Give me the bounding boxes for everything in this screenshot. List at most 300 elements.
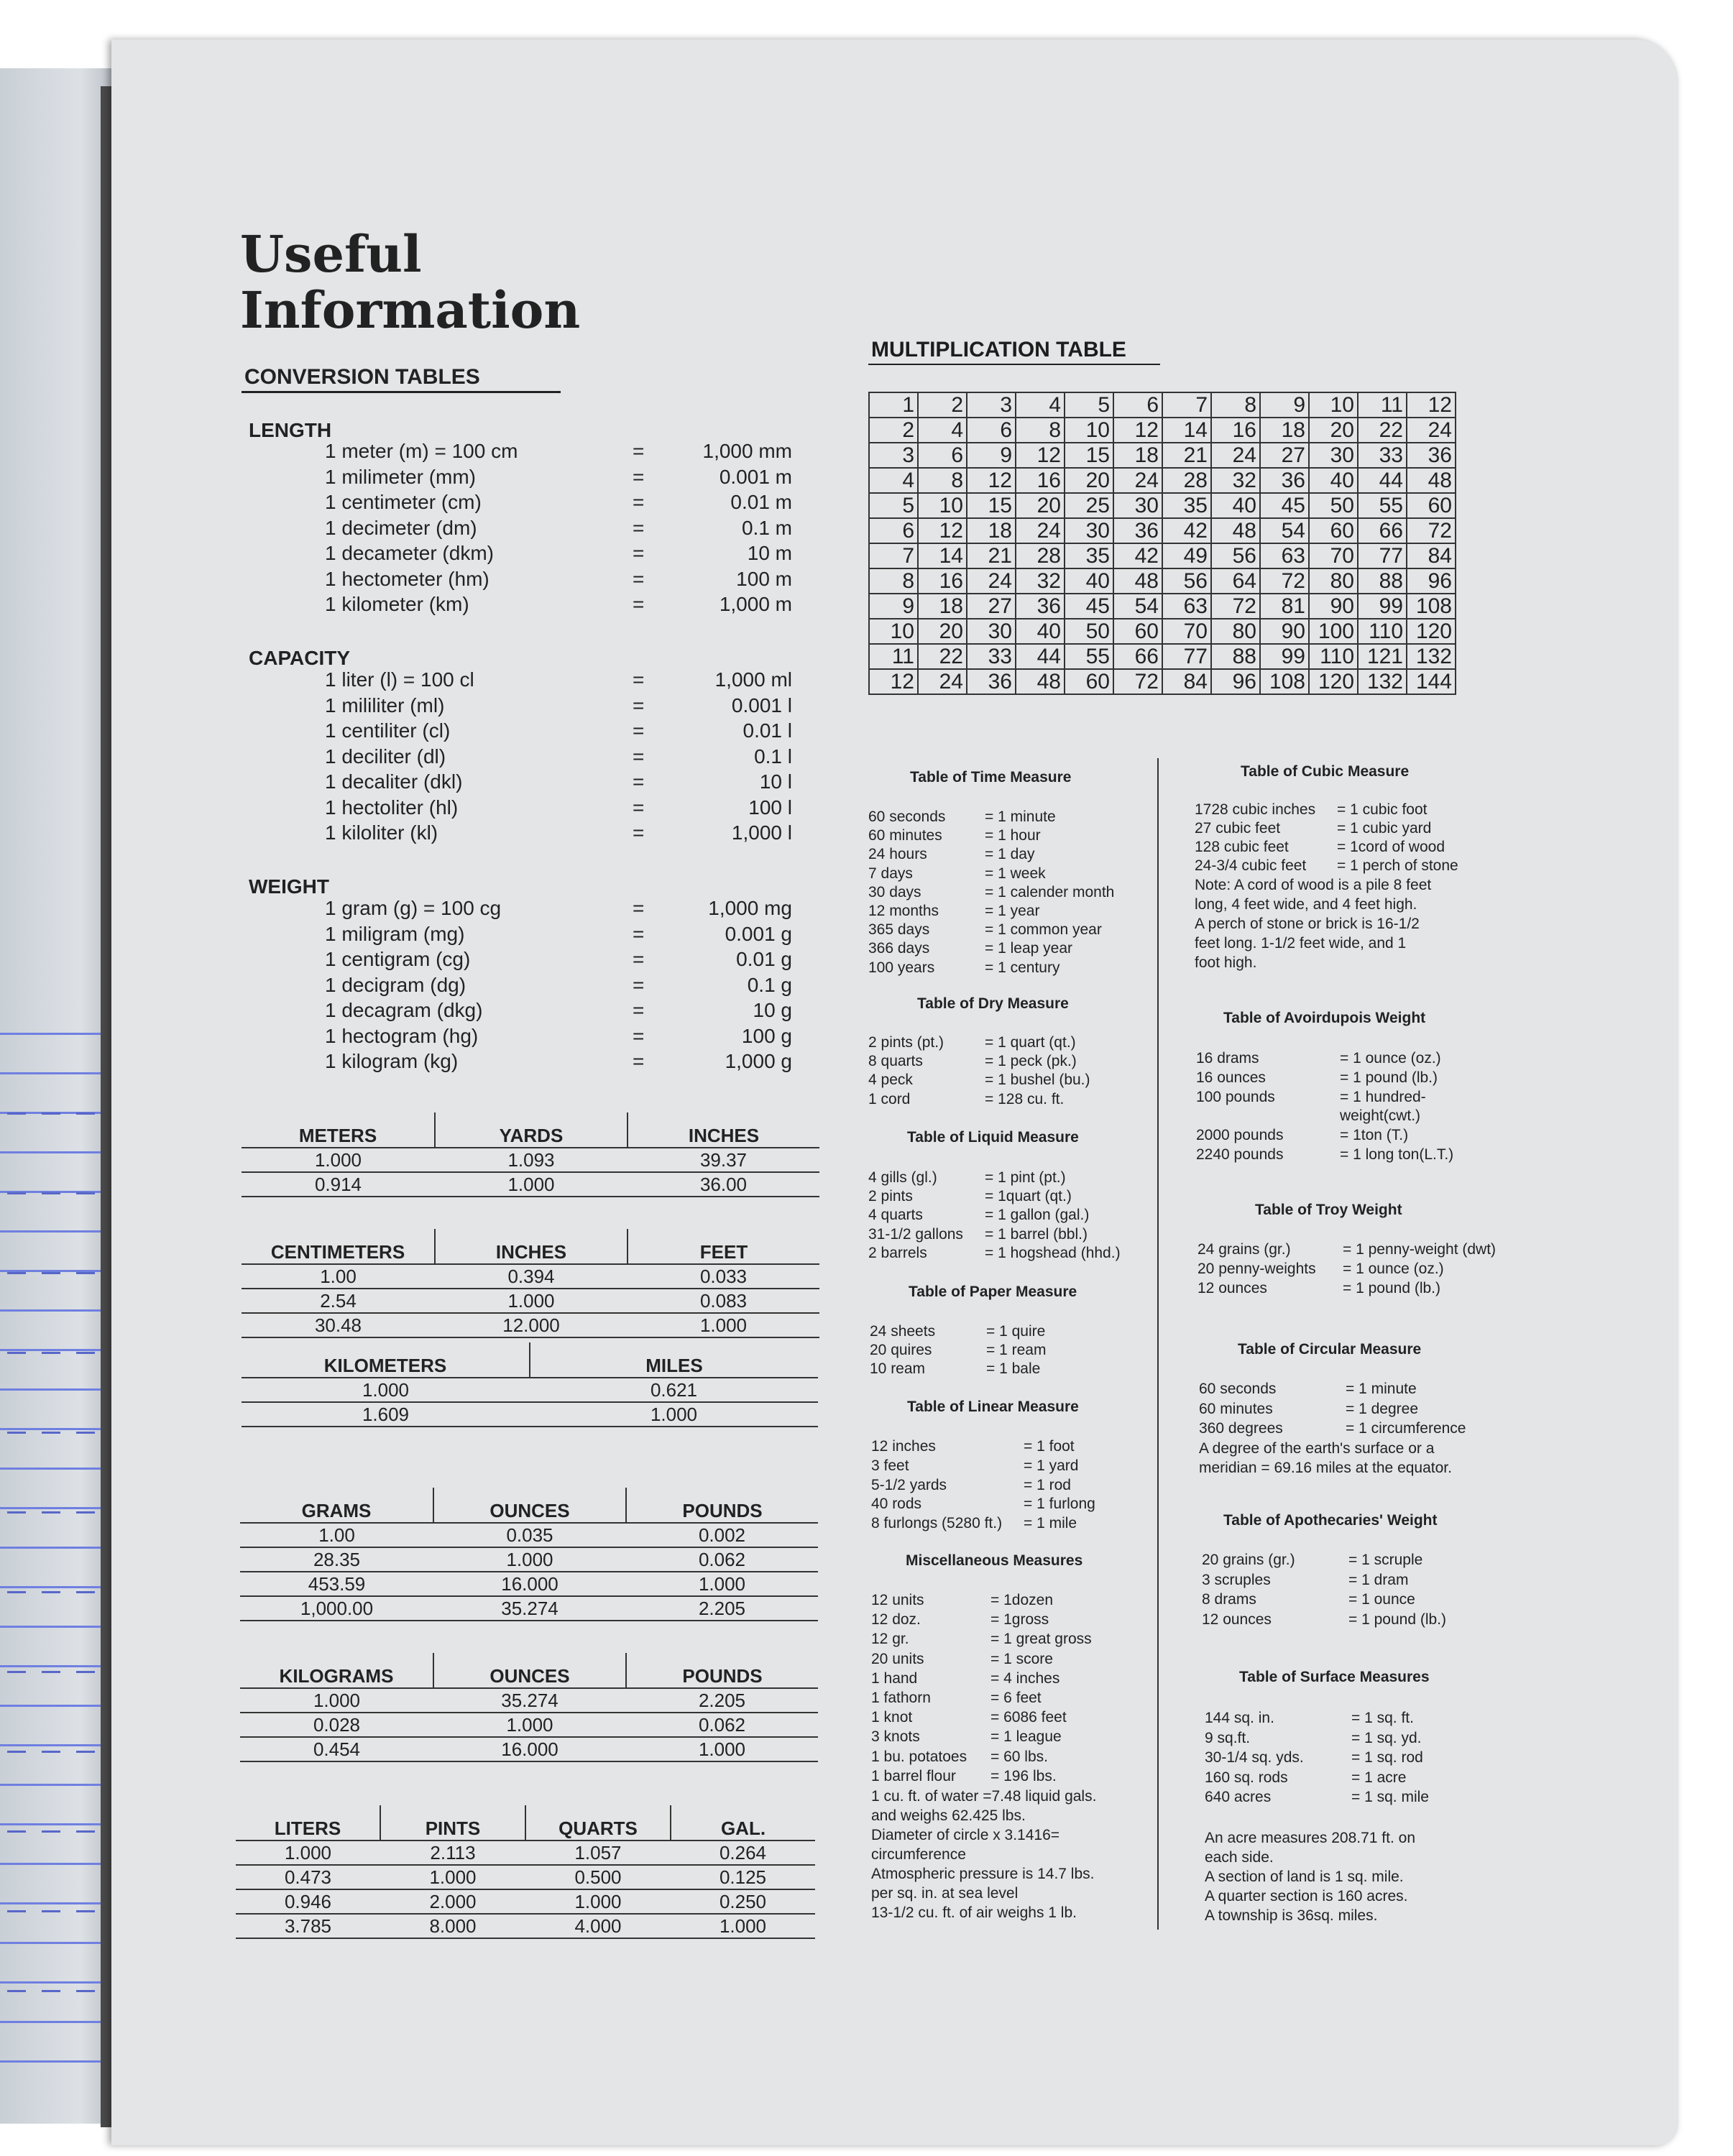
avoirdupois-equivalent: = 1 pound (lb.) bbox=[1340, 1069, 1438, 1086]
multiplication-cell: 66 bbox=[1113, 644, 1162, 669]
dry_measure-title: Table of Dry Measure bbox=[917, 995, 1069, 1012]
multiplication-cell: 4 bbox=[1016, 392, 1065, 418]
time_measure-quantity: 24 hours bbox=[868, 846, 927, 863]
table-cell: 0.621 bbox=[530, 1378, 818, 1402]
apothecaries-quantity: 12 ounces bbox=[1202, 1611, 1272, 1628]
multiplication-cell: 33 bbox=[1358, 443, 1407, 468]
table-row bbox=[242, 1402, 818, 1427]
multiplication-cell: 96 bbox=[1211, 669, 1260, 694]
table-cell: 1.000 bbox=[628, 1313, 819, 1337]
table-header-row bbox=[242, 1112, 819, 1148]
cubic_measure-quantity: 1728 cubic inches bbox=[1195, 801, 1316, 818]
note-line: An acre measures 208.71 ft. on bbox=[1205, 1830, 1416, 1846]
column-header: OUNCES bbox=[433, 1488, 626, 1523]
table-cell: 0.002 bbox=[626, 1523, 818, 1547]
multiplication-cell: 16 bbox=[918, 568, 967, 594]
equals-sign: = bbox=[633, 465, 645, 488]
surface-equivalent: = 1 acre bbox=[1351, 1769, 1407, 1786]
table-cell: 2.54 bbox=[242, 1289, 435, 1313]
table-row bbox=[236, 1889, 815, 1914]
multiplication-cell: 84 bbox=[1407, 543, 1456, 568]
avoirdupois-equivalent: = 1 ounce (oz.) bbox=[1340, 1050, 1441, 1067]
multiplication-cell: 108 bbox=[1260, 669, 1309, 694]
surface-equivalent: = 1 sq. rod bbox=[1351, 1749, 1423, 1766]
multiplication-cell: 6 bbox=[1113, 392, 1162, 418]
table-cell: 1.000 bbox=[525, 1889, 671, 1914]
table-cell: 35.274 bbox=[433, 1688, 626, 1713]
column-header: METERS bbox=[298, 1125, 377, 1146]
misc_measure-quantity: 1 barrel flour bbox=[871, 1767, 956, 1784]
multiplication-cell: 56 bbox=[1162, 568, 1211, 594]
multiplication-heading: MULTIPLICATION TABLE bbox=[871, 338, 1126, 361]
table-row bbox=[236, 1841, 815, 1865]
table-cell: 453.59 bbox=[240, 1572, 433, 1596]
table-cell: 1.000 bbox=[380, 1865, 525, 1889]
capacity-heading: CAPACITY bbox=[249, 647, 351, 669]
table-cell: 1.093 bbox=[435, 1148, 628, 1172]
multiplication-cell: 16 bbox=[1016, 468, 1065, 493]
multiplication-cell: 33 bbox=[967, 644, 1016, 669]
dashed-lines bbox=[7, 1035, 101, 2055]
linear_measure-equivalent: = 1 rod bbox=[1024, 1476, 1071, 1493]
column-header: KILOGRAMS bbox=[279, 1665, 394, 1687]
table-header-row bbox=[242, 1229, 819, 1264]
multiplication-cell: 88 bbox=[1211, 644, 1260, 669]
column-header: GAL. bbox=[671, 1805, 815, 1841]
conversion-table bbox=[240, 1488, 818, 1621]
multiplication-cell: 120 bbox=[1407, 619, 1456, 644]
time_measure-equivalent: = 1 calender month bbox=[985, 883, 1115, 900]
table-row bbox=[242, 1378, 818, 1402]
linear_measure-equivalent: = 1 foot bbox=[1024, 1438, 1075, 1455]
troy-quantity: 24 grains (gr.) bbox=[1198, 1241, 1291, 1258]
misc_measure-equivalent: = 1dozen bbox=[990, 1592, 1053, 1608]
table-header-row bbox=[242, 1342, 818, 1378]
misc_measure-quantity: 1 bu. potatoes bbox=[871, 1748, 967, 1765]
table-cell: 0.033 bbox=[628, 1264, 819, 1289]
multiplication-cell: 121 bbox=[1358, 644, 1407, 669]
time_measure-quantity: 365 days bbox=[868, 921, 930, 939]
avoirdupois-title: Table of Avoirdupois Weight bbox=[1223, 1010, 1426, 1026]
liquid_measure-equivalent: = 1 pint (pt.) bbox=[985, 1169, 1066, 1186]
multiplication-cell: 55 bbox=[1358, 493, 1407, 518]
multiplication-cell: 132 bbox=[1358, 669, 1407, 694]
table-row bbox=[242, 1313, 819, 1337]
length-value: 0.01 m bbox=[730, 491, 792, 513]
equals-sign: = bbox=[633, 491, 645, 513]
length-unit: 1 centimeter (cm) bbox=[325, 491, 482, 513]
circular-equivalent: = 1 minute bbox=[1346, 1381, 1417, 1397]
note-line: A perch of stone or brick is 16-1/2 bbox=[1195, 916, 1420, 932]
multiplication-cell: 90 bbox=[1309, 594, 1358, 619]
multiplication-cell: 144 bbox=[1407, 669, 1456, 694]
multiplication-cell: 42 bbox=[1162, 518, 1211, 543]
table-cell: 1.00 bbox=[242, 1264, 435, 1289]
linear_measure-quantity: 5-1/2 yards bbox=[871, 1476, 947, 1493]
equals-sign: = bbox=[633, 567, 645, 590]
multiplication-cell: 6 bbox=[869, 518, 918, 543]
paper_measure-title: Table of Paper Measure bbox=[909, 1284, 1077, 1300]
multiplication-cell: 36 bbox=[1260, 468, 1309, 493]
multiplication-cell: 8 bbox=[869, 568, 918, 594]
note-line: circumference bbox=[871, 1846, 966, 1863]
table-cell: 12.000 bbox=[435, 1313, 628, 1337]
dry_measure-equivalent: = 1 peck (pk.) bbox=[985, 1053, 1077, 1070]
multiplication-cell: 11 bbox=[869, 644, 918, 669]
multiplication-cell: 96 bbox=[1407, 568, 1456, 594]
paper_measure-quantity: 10 ream bbox=[870, 1360, 926, 1378]
multiplication-cell: 2 bbox=[918, 392, 967, 418]
weight-unit: 1 decagram (dkg) bbox=[325, 999, 483, 1021]
multiplication-cell: 70 bbox=[1162, 619, 1211, 644]
conversion-table bbox=[242, 1229, 819, 1338]
multiplication-cell: 5 bbox=[1065, 392, 1113, 418]
liquid_measure-quantity: 4 gills (gl.) bbox=[868, 1169, 937, 1186]
cubic_measure-equivalent: = 1 cubic foot bbox=[1337, 801, 1428, 818]
troy-title: Table of Troy Weight bbox=[1255, 1202, 1402, 1218]
avoirdupois-equivalent: = 1 long ton(L.T.) bbox=[1340, 1146, 1454, 1163]
multiplication-cell: 10 bbox=[918, 493, 967, 518]
multiplication-cell: 132 bbox=[1407, 644, 1456, 669]
table-cell: 1.000 bbox=[435, 1289, 628, 1313]
multiplication-cell: 36 bbox=[967, 669, 1016, 694]
multiplication-row bbox=[869, 418, 1456, 443]
multiplication-cell: 10 bbox=[1309, 392, 1358, 418]
linear_measure-quantity: 3 feet bbox=[871, 1457, 909, 1474]
equals-sign: = bbox=[633, 745, 645, 768]
time_measure-quantity: 12 months bbox=[868, 903, 939, 919]
table-cell: 1.000 bbox=[626, 1737, 818, 1761]
time_measure-quantity: 366 days bbox=[868, 940, 930, 957]
column-header: POUNDS bbox=[626, 1488, 818, 1523]
length-value: 100 m bbox=[736, 567, 792, 590]
misc_measure-quantity: 1 fathorn bbox=[871, 1690, 931, 1706]
multiplication-cell: 40 bbox=[1309, 468, 1358, 493]
multiplication-cell: 45 bbox=[1065, 594, 1113, 619]
note-line: 1 cu. ft. of water =7.48 liquid gals. bbox=[871, 1788, 1097, 1805]
multiplication-cell: 15 bbox=[1065, 443, 1113, 468]
equals-sign: = bbox=[633, 593, 645, 615]
time_measure-equivalent: = 1 minute bbox=[985, 808, 1056, 825]
capacity-value: 0.1 l bbox=[754, 745, 792, 768]
multiplication-cell: 22 bbox=[918, 644, 967, 669]
multiplication-cell: 40 bbox=[1065, 568, 1113, 594]
multiplication-cell: 55 bbox=[1065, 644, 1113, 669]
dry_measure-quantity: 8 quarts bbox=[868, 1053, 923, 1070]
multiplication-cell: 36 bbox=[1016, 594, 1065, 619]
weight-value: 1,000 g bbox=[725, 1050, 792, 1072]
table-cell: 1.000 bbox=[242, 1148, 435, 1172]
multiplication-cell: 50 bbox=[1065, 619, 1113, 644]
weight-unit: 1 decigram (dg) bbox=[325, 973, 466, 996]
table-cell: 0.500 bbox=[525, 1865, 671, 1889]
multiplication-cell: 32 bbox=[1211, 468, 1260, 493]
surface-equivalent: = 1 sq. yd. bbox=[1351, 1729, 1422, 1746]
note-line: each side. bbox=[1205, 1849, 1274, 1866]
multiplication-cell: 36 bbox=[1113, 518, 1162, 543]
multiplication-cell: 110 bbox=[1358, 619, 1407, 644]
time_measure-equivalent: = 1 day bbox=[985, 846, 1035, 863]
multiplication-cell: 90 bbox=[1260, 619, 1309, 644]
table-cell: 0.062 bbox=[626, 1547, 818, 1572]
multiplication-cell: 70 bbox=[1309, 543, 1358, 568]
length-unit: 1 decameter (dkm) bbox=[325, 542, 494, 564]
multiplication-cell: 72 bbox=[1113, 669, 1162, 694]
length-unit: 1 hectometer (hm) bbox=[325, 567, 489, 590]
capacity-unit: 1 liter (l) = 100 cl bbox=[325, 668, 474, 691]
avoirdupois-quantity: 100 pounds bbox=[1196, 1088, 1275, 1105]
multiplication-cell: 3 bbox=[869, 443, 918, 468]
equals-sign: = bbox=[633, 897, 645, 919]
time_measure-quantity: 30 days bbox=[868, 883, 921, 900]
multiplication-row bbox=[869, 619, 1456, 644]
column-header: QUARTS bbox=[525, 1805, 671, 1841]
time_measure-equivalent: = 1 century bbox=[985, 959, 1060, 976]
table-row bbox=[236, 1914, 815, 1938]
multiplication-cell: 27 bbox=[967, 594, 1016, 619]
equals-sign: = bbox=[633, 440, 645, 462]
apothecaries-equivalent: = 1 dram bbox=[1348, 1571, 1409, 1588]
circular-title: Table of Circular Measure bbox=[1238, 1341, 1422, 1358]
misc_measure-equivalent: = 196 lbs. bbox=[990, 1767, 1057, 1784]
table-row bbox=[236, 1865, 815, 1889]
multiplication-cell: 60 bbox=[1113, 619, 1162, 644]
length-unit: 1 milimeter (mm) bbox=[325, 465, 476, 488]
multiplication-cell: 72 bbox=[1211, 594, 1260, 619]
surface-quantity: 30-1/4 sq. yds. bbox=[1205, 1749, 1304, 1766]
note-line: feet long. 1-1/2 feet wide, and 1 bbox=[1195, 935, 1407, 952]
weight-value: 10 g bbox=[753, 999, 792, 1021]
multiplication-cell: 22 bbox=[1358, 418, 1407, 443]
liquid_measure-equivalent: = 1 barrel (bbl.) bbox=[985, 1225, 1088, 1243]
multiplication-cell: 35 bbox=[1162, 493, 1211, 518]
multiplication-row bbox=[869, 468, 1456, 493]
table-cell: 0.028 bbox=[240, 1713, 433, 1737]
multiplication-cell: 24 bbox=[1113, 468, 1162, 493]
equals-sign: = bbox=[633, 999, 645, 1021]
weight-value: 1,000 mg bbox=[708, 897, 792, 919]
multiplication-cell: 21 bbox=[1162, 443, 1211, 468]
misc_measure-quantity: 12 doz. bbox=[871, 1611, 921, 1628]
multiplication-cell: 18 bbox=[1260, 418, 1309, 443]
column-header: PINTS bbox=[380, 1805, 525, 1841]
multiplication-cell: 8 bbox=[1211, 392, 1260, 418]
note-line: and weighs 62.425 lbs. bbox=[871, 1807, 1026, 1824]
capacity-unit: 1 kiloliter (kl) bbox=[325, 821, 438, 844]
table-cell: 1.057 bbox=[525, 1841, 671, 1865]
equals-sign: = bbox=[633, 948, 645, 970]
weight-value: 0.1 g bbox=[747, 973, 792, 996]
multiplication-cell: 14 bbox=[1162, 418, 1211, 443]
table-cell: 0.394 bbox=[435, 1264, 628, 1289]
surface-equivalent: = 1 sq. ft. bbox=[1351, 1710, 1414, 1726]
table-cell: 28.35 bbox=[240, 1547, 433, 1572]
cubic_measure-notes bbox=[1195, 875, 1532, 972]
multiplication-cell: 4 bbox=[869, 468, 918, 493]
multiplication-cell: 15 bbox=[967, 493, 1016, 518]
multiplication-row bbox=[869, 644, 1456, 669]
multiplication-cell: 60 bbox=[1065, 669, 1113, 694]
conversion-underline bbox=[242, 391, 561, 393]
capacity-value: 0.01 l bbox=[743, 719, 792, 742]
misc_measure-equivalent: = 4 inches bbox=[990, 1669, 1060, 1687]
weight-value: 0.001 g bbox=[725, 922, 792, 945]
multiplication-cell: 9 bbox=[967, 443, 1016, 468]
multiplication-cell: 40 bbox=[1211, 493, 1260, 518]
misc_measure-equivalent: = 1 great gross bbox=[990, 1631, 1092, 1648]
surface-equivalent: = 1 sq. mile bbox=[1351, 1789, 1429, 1805]
table-cell: 1.609 bbox=[242, 1402, 530, 1427]
capacity-unit: 1 hectoliter (hl) bbox=[325, 796, 459, 819]
troy-equivalent: = 1 pound (lb.) bbox=[1343, 1280, 1441, 1297]
column-header: INCHES bbox=[435, 1229, 628, 1264]
table-cell: 0.062 bbox=[626, 1713, 818, 1737]
liquid_measure-quantity: 2 barrels bbox=[868, 1244, 927, 1261]
table-cell: 4.000 bbox=[525, 1914, 671, 1938]
note-line: A township is 36sq. miles. bbox=[1205, 1907, 1378, 1924]
page-title: Useful Information bbox=[240, 224, 581, 340]
misc_measure-title: Miscellaneous Measures bbox=[906, 1552, 1083, 1569]
conversion-table bbox=[240, 1653, 818, 1762]
multiplication-cell: 30 bbox=[1309, 443, 1358, 468]
note-line: long, 4 feet wide, and 4 feet high. bbox=[1195, 896, 1417, 913]
multiplication-cell: 1 bbox=[869, 392, 918, 418]
time_measure-quantity: 100 years bbox=[868, 959, 935, 976]
multiplication-cell: 30 bbox=[1113, 493, 1162, 518]
avoirdupois-quantity: 16 drams bbox=[1196, 1050, 1259, 1067]
avoirdupois-quantity: 2000 pounds bbox=[1196, 1127, 1284, 1144]
table-header-row bbox=[240, 1488, 818, 1523]
table-cell: 39.37 bbox=[628, 1148, 819, 1172]
multiplication-cell: 35 bbox=[1065, 543, 1113, 568]
cubic_measure-quantity: 27 cubic feet bbox=[1195, 820, 1281, 837]
surface-quantity: 9 sq.ft. bbox=[1205, 1729, 1251, 1746]
capacity-unit: 1 mililiter (ml) bbox=[325, 694, 445, 717]
table-cell: 0.035 bbox=[433, 1523, 626, 1547]
multiplication-cell: 99 bbox=[1358, 594, 1407, 619]
multiplication-cell: 11 bbox=[1358, 392, 1407, 418]
multiplication-cell: 30 bbox=[967, 619, 1016, 644]
multiplication-cell: 24 bbox=[918, 669, 967, 694]
weight-value: 0.01 g bbox=[736, 948, 792, 970]
time_measure-quantity: 60 seconds bbox=[868, 808, 946, 825]
column-header: LITERS bbox=[274, 1818, 341, 1839]
apothecaries-title: Table of Apothecaries' Weight bbox=[1223, 1512, 1438, 1529]
capacity-value: 1,000 ml bbox=[714, 668, 792, 691]
time_measure-equivalent: = 1 week bbox=[985, 865, 1046, 882]
multiplication-cell: 88 bbox=[1358, 568, 1407, 594]
length-heading: LENGTH bbox=[249, 419, 332, 441]
misc_measure-notes bbox=[871, 1787, 1209, 1922]
multiplication-cell: 18 bbox=[1113, 443, 1162, 468]
multiplication-cell: 24 bbox=[1407, 418, 1456, 443]
multiplication-cell: 60 bbox=[1309, 518, 1358, 543]
cubic_measure-equivalent: = 1 cubic yard bbox=[1337, 820, 1432, 837]
column-header: FEET bbox=[628, 1229, 819, 1264]
liquid_measure-title: Table of Liquid Measure bbox=[907, 1129, 1079, 1146]
table-cell: 0.914 bbox=[242, 1172, 435, 1197]
multiplication-cell: 72 bbox=[1407, 518, 1456, 543]
multiplication-cell: 7 bbox=[1162, 392, 1211, 418]
table-cell: 1.000 bbox=[530, 1402, 818, 1427]
time_measure-equivalent: = 1 leap year bbox=[985, 940, 1073, 957]
misc_measure-equivalent: = 6 feet bbox=[990, 1690, 1042, 1706]
equals-sign: = bbox=[633, 922, 645, 945]
note-line: meridian = 69.16 miles at the equator. bbox=[1199, 1460, 1452, 1476]
surface-quantity: 144 sq. in. bbox=[1205, 1710, 1274, 1726]
dry_measure-equivalent: = 1 quart (qt.) bbox=[985, 1034, 1076, 1051]
circular-quantity: 60 seconds bbox=[1199, 1381, 1277, 1397]
dry_measure-quantity: 2 pints (pt.) bbox=[868, 1034, 944, 1051]
multiplication-cell: 9 bbox=[1260, 392, 1309, 418]
capacity-value: 100 l bbox=[748, 796, 792, 819]
misc_measure-quantity: 12 gr. bbox=[871, 1631, 909, 1648]
table-cell: 1.000 bbox=[671, 1914, 815, 1938]
multiplication-cell: 80 bbox=[1309, 568, 1358, 594]
multiplication-cell: 40 bbox=[1016, 619, 1065, 644]
table-row bbox=[240, 1547, 818, 1572]
table-cell: 0.250 bbox=[671, 1889, 815, 1914]
equals-sign: = bbox=[633, 973, 645, 996]
dry_measure-quantity: 1 cord bbox=[868, 1090, 911, 1107]
note-line: 13-1/2 cu. ft. of air weighs 1 lb. bbox=[871, 1904, 1077, 1921]
multiplication-cell: 54 bbox=[1260, 518, 1309, 543]
column-header: INCHES bbox=[628, 1112, 819, 1148]
multiplication-cell: 54 bbox=[1113, 594, 1162, 619]
multiplication-cell: 56 bbox=[1211, 543, 1260, 568]
table-cell: 2.000 bbox=[380, 1889, 525, 1914]
paper_measure-quantity: 20 quires bbox=[870, 1342, 932, 1359]
table-cell: 0.454 bbox=[240, 1737, 433, 1761]
table-row bbox=[242, 1264, 819, 1289]
multiplication-cell: 48 bbox=[1016, 669, 1065, 694]
cubic_measure-equivalent: = 1 perch of stone bbox=[1337, 857, 1458, 874]
column-header: POUNDS bbox=[626, 1653, 818, 1688]
table-cell: 35.274 bbox=[433, 1596, 626, 1621]
multiplication-cell: 48 bbox=[1407, 468, 1456, 493]
time_measure-equivalent: = 1 common year bbox=[985, 921, 1102, 939]
multiplication-cell: 72 bbox=[1260, 568, 1309, 594]
capacity-value: 10 l bbox=[759, 770, 792, 793]
multiplication-cell: 20 bbox=[1309, 418, 1358, 443]
multiplication-cell: 6 bbox=[967, 418, 1016, 443]
table-header-row bbox=[236, 1805, 815, 1841]
multiplication-cell: 6 bbox=[918, 443, 967, 468]
multiplication-cell: 36 bbox=[1407, 443, 1456, 468]
multiplication-row bbox=[869, 392, 1456, 418]
table-cell: 0.264 bbox=[671, 1841, 815, 1865]
multiplication-cell: 9 bbox=[869, 594, 918, 619]
multiplication-row bbox=[869, 594, 1456, 619]
column-header: YARDS bbox=[435, 1112, 628, 1148]
capacity-unit: 1 decaliter (dkl) bbox=[325, 770, 463, 793]
multiplication-cell: 63 bbox=[1260, 543, 1309, 568]
multiplication-cell: 3 bbox=[967, 392, 1016, 418]
table-cell: 8.000 bbox=[380, 1914, 525, 1938]
linear_measure-quantity: 12 inches bbox=[871, 1438, 936, 1455]
multiplication-cell: 110 bbox=[1309, 644, 1358, 669]
conversion-table bbox=[242, 1112, 819, 1197]
weight-value: 100 g bbox=[741, 1024, 792, 1047]
multiplication-cell: 99 bbox=[1260, 644, 1309, 669]
misc_measure-equivalent: = 6086 feet bbox=[990, 1709, 1067, 1726]
linear_measure-quantity: 40 rods bbox=[871, 1496, 922, 1513]
circular-equivalent: = 1 degree bbox=[1346, 1400, 1419, 1417]
multiplication-cell: 50 bbox=[1309, 493, 1358, 518]
capacity-value: 0.001 l bbox=[731, 694, 792, 717]
multiplication-cell: 120 bbox=[1309, 669, 1358, 694]
table-row bbox=[242, 1289, 819, 1313]
